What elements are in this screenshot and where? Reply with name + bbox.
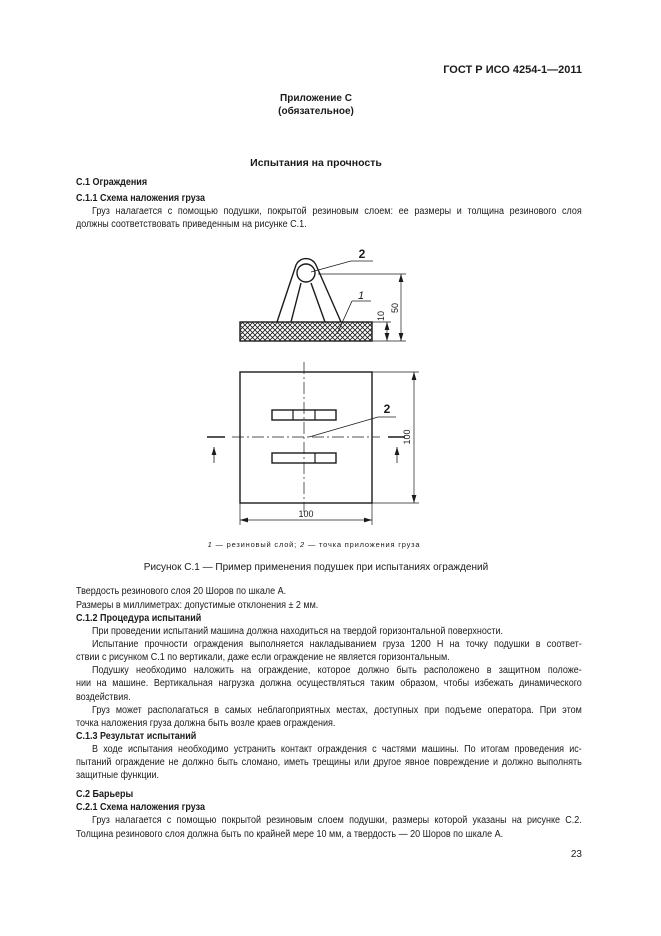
legend-number: 1 <box>207 540 213 549</box>
dimension-label-10: 10 <box>376 310 386 322</box>
figure-c1 <box>0 240 661 530</box>
paragraph-line: Груз может располагаться в самых неблагоприятных местах, доступных при подъеме оператора. При этом <box>92 704 582 716</box>
subsection-heading: С.2.1 Схема наложения груза <box>76 802 206 814</box>
paragraph-line: точка наложения груза должна быть возле краев ограждения. <box>76 717 336 729</box>
appendix-title: Приложение С <box>280 92 352 104</box>
lug-hole <box>297 264 315 282</box>
section-c1 <box>76 176 582 231</box>
rubber-layer <box>240 322 372 341</box>
callout-2-bottom: 2 <box>383 402 391 416</box>
dimension-label-side: 100 <box>402 429 412 445</box>
plan-view <box>207 362 419 525</box>
annex-title: Испытания на прочность <box>250 157 382 169</box>
subsection-heading: С.1.3 Результат испытаний <box>76 730 197 742</box>
document-code: ГОСТ Р ИСО 4254-1—2011 <box>443 64 582 76</box>
paragraph-line: ствии с рисунком С.1 по вертикали, даже если ограждение не является горизонтальным. <box>76 652 450 664</box>
paragraph-line: При проведении испытаний машина должна находиться на твердой горизонтальной поверхности. <box>92 625 504 637</box>
dimension-label-width: 100 <box>298 509 314 519</box>
callout-2-top: 2 <box>358 247 366 261</box>
subsection-heading: С.1.1 Схема наложения груза <box>76 192 206 204</box>
pad-outline <box>240 372 372 503</box>
paragraph-line: Толщина резинового слоя должна быть по крайней мере 10 мм, а твердость — 20 Шоров по шкале А. <box>76 828 504 840</box>
paragraph-line: Подушку необходимо наложить на ограждение, которое должно быть расположено в защитном положе- <box>92 665 582 677</box>
paragraph-line: воздействия. <box>76 691 131 703</box>
legend-text: — резиновый слой; <box>215 540 298 549</box>
legend-text: — точка приложения груза <box>307 540 421 549</box>
lug-inner-right <box>311 283 325 322</box>
paragraph-line: Испытание прочности ограждения выполняется накладыванием груза 1200 Н на точку подушки в соответ- <box>92 638 582 650</box>
dimension-label-50: 50 <box>390 302 400 314</box>
appendix-heading <box>16 92 616 118</box>
note-line: Твердость резинового слоя 20 Шоров по шкале А. <box>76 586 287 598</box>
paragraph-line: В ходе испытания необходимо устранить контакт ограждения с частями машины. По итогам проведения ис- <box>92 744 582 756</box>
paragraph-line: Груз налагается с помощью покрытой резиновым слоем подушки, размеры которой указаны на рисунке С.2. <box>92 815 582 827</box>
callout-1: 1 <box>357 290 365 302</box>
paragraph-line: Груз налагается с помощью подушки, покрытой резиновым слоем: ее размеры и толщина резинового слоя <box>92 205 582 217</box>
section-heading: С.1 Ограждения <box>76 176 148 188</box>
section-heading: С.2 Барьеры <box>76 789 134 801</box>
legend-number: 2 <box>299 540 305 549</box>
figure-caption: Рисунок С.1 — Пример применения подушек при испытаниях ограждений <box>143 561 489 573</box>
figure-legend <box>14 539 614 551</box>
side-view <box>240 259 406 341</box>
lug-outline <box>277 259 341 322</box>
paragraph-line: должны соответствовать приведенным на рисунке С.1. <box>76 218 307 230</box>
page-number: 23 <box>570 848 582 860</box>
paragraph-line: защитные функции. <box>76 770 160 782</box>
lug-inner-left <box>291 283 301 322</box>
note-line: Размеры в миллиметрах: допустимые отклонения ± 2 мм. <box>76 599 319 611</box>
sections-body <box>76 585 582 840</box>
paragraph-line: пытаний ограждение не должно быть сломано, иметь трещины или другое явное повреждение и должно выполнять <box>76 757 582 769</box>
appendix-status: (обязательное) <box>278 105 354 117</box>
subsection-heading: С.1.2 Процедура испытаний <box>76 612 202 624</box>
paragraph-line: нии на машине. Вертикальная нагрузка должна осуществляться таким образом, чтобы избежать динамического <box>76 678 582 690</box>
